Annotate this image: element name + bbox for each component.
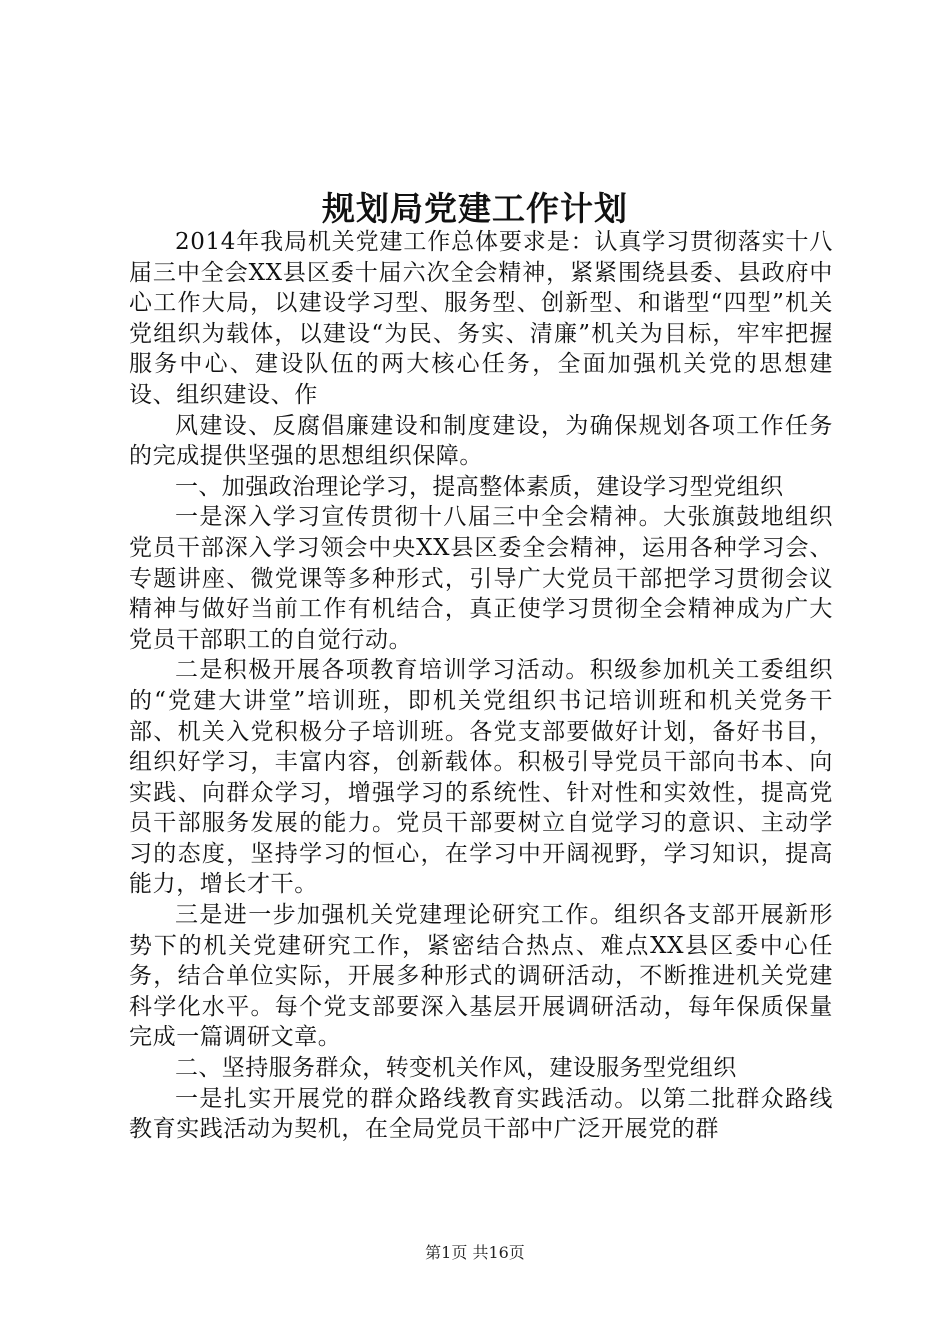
paragraph-intro: 2014年我局机关党建工作总体要求是：认真学习贯彻落实十八届三中全会XX县区委十届六次全会精神，紧紧围绕县委、县政府中心工作大局，以建设学习型、服务型、创新型、和谐型“四型”机关党组织为载体，以建设“为民、务实、清廉”机关为目标，牢牢把握服务中心、建设队伍的两大核心任务，全面加强机关党的思想建设、组织建设、作 [129, 229, 833, 408]
paragraph-1-3: 三是进一步加强机关党建理论研究工作。组织各支部开展新形势下的机关党建研究工作，紧密结合热点、难点XX县区委中心任务，结合单位实际，开展多种形式的调研活动，不断推进机关党建科学化水平。每个党支部要深入基层开展调研活动，每年保质保量完成一篇调研文章。 [129, 902, 833, 1051]
paragraph-1-2: 二是积极开展各项教育培训学习活动。积级参加机关工委组织的“党建大讲堂”培训班，即机关党组织书记培训班和机关党务干部、机关入党积极分子培训班。各党支部要做好计划，备好书目，组织好学习，丰富内容，创新载体。积极引导党员干部向书本、向实践、向群众学习，增强学习的系统性、针对性和实效性，提高党员干部服务发展的能力。党员干部要树立自觉学习的意识、主动学习的态度，坚持学习的恒心，在学习中开阔视野，学习知识，提高能力，增长才干。 [129, 657, 833, 898]
document-body [129, 227, 833, 1145]
paragraph-1-1: 一是深入学习宣传贯彻十八届三中全会精神。大张旗鼓地组织党员干部深入学习领会中央XX县区委全会精神，运用各种学习会、专题讲座、微党课等多种形式，引导广大党员干部把学习贯彻会议精神与做好当前工作有机结合，真正使学习贯彻全会精神成为广大党员干部职工的自觉行动。 [129, 504, 833, 653]
paragraph-2-1: 一是扎实开展党的群众路线教育实践活动。以第二批群众路线教育实践活动为契机，在全局党员干部中广泛开展党的群 [129, 1085, 833, 1143]
section-heading-1: 一、加强政治理论学习，提高整体素质，建设学习型党组织 [175, 473, 784, 500]
document-title: 规划局党建工作计划 [322, 189, 628, 228]
section-heading-2: 二、坚持服务群众，转变机关作风，建设服务型党组织 [175, 1055, 737, 1082]
page-number-footer: 第1页 共16页 [425, 1243, 525, 1262]
paragraph-intro-continued: 风建设、反腐倡廉建设和制度建设，为确保规划各项工作任务的完成提供坚强的思想组织保障。 [129, 412, 833, 470]
